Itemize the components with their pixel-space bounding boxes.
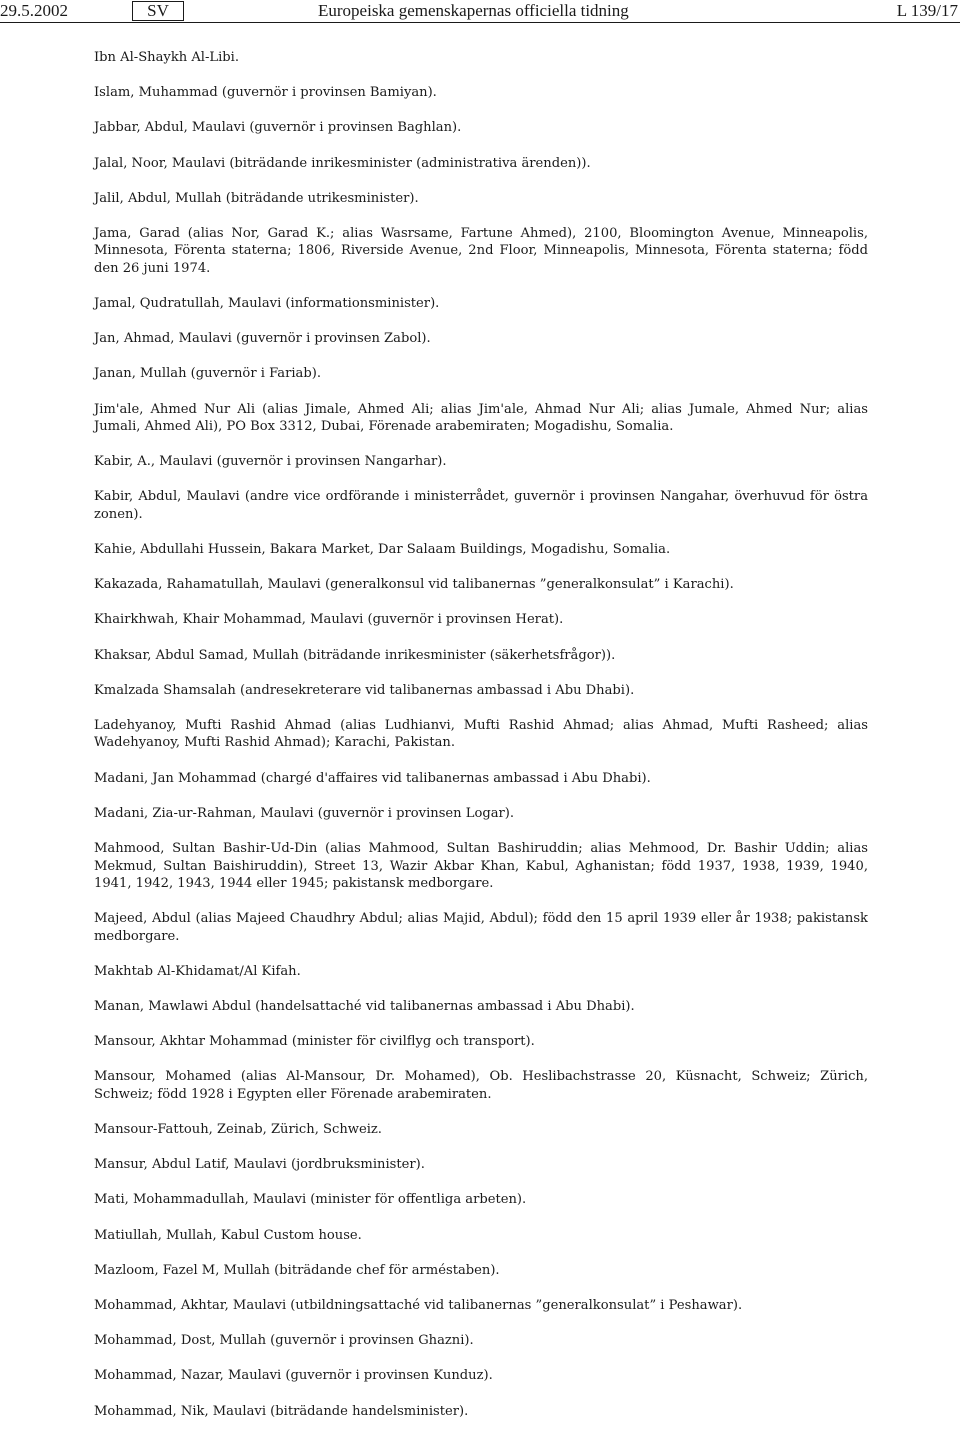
publication-date: 29.5.2002: [0, 1, 68, 20]
journal-title: Europeiska gemenskapernas officiella tidning: [318, 1, 629, 20]
list-entry: Mohammad, Nik, Maulavi (biträdande handelsminister).: [94, 1403, 469, 1419]
list-entry: Mohammad, Dost, Mullah (guvernör i provinsen Ghazni).: [94, 1333, 474, 1349]
list-entry: Islam, Muhammad (guvernör i provinsen Bamiyan).: [94, 85, 437, 101]
header-rule: [0, 22, 960, 23]
list-entry: Jim'ale, Ahmed Nur Ali (alias Jimale, Ahmed Ali; alias Jim'ale, Ahmad Nur Ali; alias Jumale, Ahmed Nur; alias Jumali, Ahmed Ali), PO Box 3312, Dubai, Förenade arabemiraten; Mogadishu, Somalia.: [94, 401, 868, 435]
page-header: [0, 0, 960, 24]
list-entry: Mohammad, Akhtar, Maulavi (utbildningsattaché vid talibanernas ”generalkonsulat” i Peshawar).: [94, 1297, 743, 1313]
list-entry: Madani, Zia-ur-Rahman, Maulavi (guvernör i provinsen Logar).: [94, 805, 515, 821]
list-entry: Jamal, Qudratullah, Maulavi (informationsminister).: [94, 296, 440, 312]
list-entry: Madani, Jan Mohammad (chargé d'affaires vid talibanernas ambassad i Abu Dhabi).: [94, 770, 651, 786]
list-entry: Khaksar, Abdul Samad, Mullah (biträdande inrikesminister (säkerhetsfrågor)).: [94, 647, 616, 663]
list-entry: Kmalzada Shamsalah (andresekreterare vid talibanernas ambassad i Abu Dhabi).: [94, 682, 635, 698]
list-entry: Mansour, Mohamed (alias Al-Mansour, Dr. Mohamed), Ob. Heslibachstrasse 20, Küsnacht, Schweiz; Zürich, Schweiz; född 1928 i Egypten eller Förenade arabemiraten.: [94, 1069, 868, 1102]
list-entry: Jabbar, Abdul, Maulavi (guvernör i provinsen Baghlan).: [94, 120, 462, 136]
list-entry: Mahmood, Sultan Bashir-Ud-Din (alias Mahmood, Sultan Bashiruddin; alias Mehmood, Dr. Bashir Uddin; alias Mekmud, Sultan Baishiruddin), Street 13, Wazir Akbar Khan, Kabul, Aghanistan; född 1937, 1938, 1939, 1940, 1941, 1942, 1943, 1944 eller 1945; pakistansk medborgare.: [94, 841, 868, 891]
list-entry: Mansur, Abdul Latif, Maulavi (jordbruksminister).: [94, 1157, 425, 1173]
list-entry: Kabir, Abdul, Maulavi (andre vice ordförande i ministerrådet, guvernör i provinsen Nangahar, överhuvud för östra zonen).: [94, 489, 868, 522]
list-entry: Ladehyanoy, Mufti Rashid Ahmad (alias Ludhianvi, Mufti Rashid Ahmad; alias Ahmad, Mufti Rasheed; alias Wadehyanoy, Mufti Rashid Ahmad); Karachi, Pakistan.: [94, 718, 868, 751]
list-entry: Jama, Garad (alias Nor, Garad K.; alias Wasrsame, Fartune Ahmed), 2100, Bloomington Avenue, Minneapolis, Minnesota, Förenta staterna; 1806, Riverside Avenue, 2nd Floor, Minneapolis, Minnesota, Förenta staterna; född den 26 juni 1974.: [94, 226, 868, 276]
list-entry: Kakazada, Rahamatullah, Maulavi (generalkonsul vid talibanernas ”generalkonsulat” i Karachi).: [94, 577, 734, 593]
list-entry: Jalal, Noor, Maulavi (biträdande inrikesminister (administrativa ärenden)).: [94, 155, 591, 171]
page-reference: L 139/17: [896, 1, 958, 20]
list-entry: Mohammad, Nazar, Maulavi (guvernör i provinsen Kunduz).: [94, 1368, 493, 1384]
list-entry: Janan, Mullah (guvernör i Fariab).: [94, 366, 321, 382]
list-entry: Mansour, Akhtar Mohammad (minister för civilflyg och transport).: [94, 1034, 535, 1050]
list-entry: Kabir, A., Maulavi (guvernör i provinsen Nangarhar).: [94, 454, 447, 470]
list-entry: Mati, Mohammadullah, Maulavi (minister för offentliga arbeten).: [94, 1192, 527, 1208]
list-entry: Mazloom, Fazel M, Mullah (biträdande chef för arméstaben).: [94, 1262, 500, 1278]
language-code-box: SV: [132, 1, 184, 21]
list-entry: Matiullah, Mullah, Kabul Custom house.: [94, 1227, 362, 1243]
list-entry: Kahie, Abdullahi Hussein, Bakara Market, Dar Salaam Buildings, Mogadishu, Somalia.: [94, 542, 671, 558]
list-entry: Jalil, Abdul, Mullah (biträdande utrikesminister).: [94, 190, 419, 206]
list-entry: Mansour-Fattouh, Zeinab, Zürich, Schweiz.: [94, 1121, 382, 1137]
list-entry: Majeed, Abdul (alias Majeed Chaudhry Abdul; alias Majid, Abdul); född den 15 april 1939 eller år 1938; pakistansk medborgare.: [94, 911, 868, 944]
list-entry: Jan, Ahmad, Maulavi (guvernör i provinsen Zabol).: [94, 331, 431, 347]
list-entry: Ibn Al-Shaykh Al-Libi.: [94, 50, 240, 65]
entry-list: [94, 49, 868, 1438]
list-entry: Manan, Mawlawi Abdul (handelsattaché vid talibanernas ambassad i Abu Dhabi).: [94, 998, 635, 1014]
list-entry: Khairkhwah, Khair Mohammad, Maulavi (guvernör i provinsen Herat).: [94, 612, 564, 628]
list-entry: Makhtab Al-Khidamat/Al Kifah.: [94, 963, 301, 979]
